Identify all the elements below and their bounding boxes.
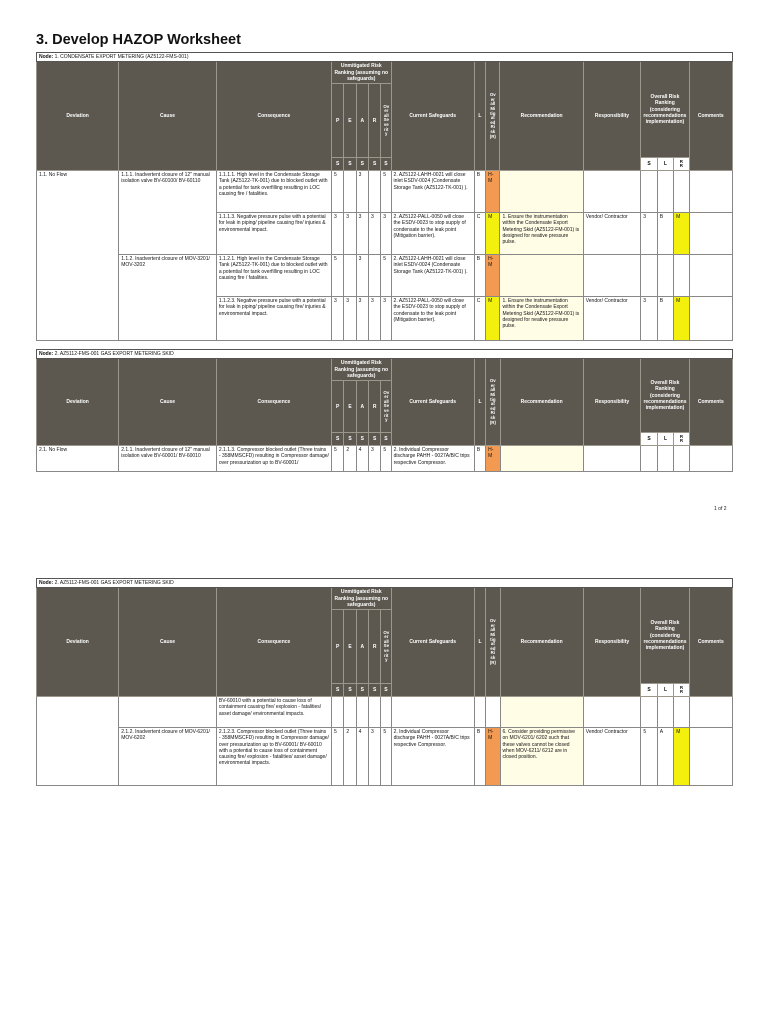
- rr-subheader: RR: [674, 158, 689, 171]
- comments-cell: [689, 297, 732, 341]
- consequence-cell: 1.1.2.1. High level in the Condensate Storage Tank (AZ5122-TK-001) due to blocked outlet with a potential for tank overfilling resulting in LOC causing fire / fatalities.: [216, 255, 331, 297]
- l-cell: C: [474, 213, 485, 255]
- header-row-top: [37, 588, 733, 610]
- node-label: Node:: [39, 580, 54, 586]
- cause-cell: [119, 697, 217, 728]
- a-header: A: [356, 84, 368, 158]
- l2-cell: A: [657, 728, 673, 786]
- e-cell: 2: [344, 446, 356, 472]
- e-cell: [344, 697, 356, 728]
- node-row: [37, 53, 733, 62]
- r-header: R: [369, 610, 381, 684]
- r-cell: 3: [369, 728, 381, 786]
- safeguard-cell: 2. AZ5122-PALL-0050 will close the ESDV-0023 to stop supply of condensate to the leak point (Mitigation barrier).: [391, 213, 474, 255]
- safeguards-header: Current Safeguards: [391, 588, 474, 697]
- table-row: [37, 728, 733, 786]
- consequence-cell: BV-60010 with a potential to cause loss of containment causing fire/ explosion - fatalities/ asset damage/ environmental impacts.: [216, 697, 331, 728]
- responsibility-cell: [583, 446, 641, 472]
- l-header: L: [474, 588, 485, 697]
- consequence-cell: 1.1.2.3. Negative pressure pulse with a potential for leak in piping/ pipeline causing fire/ injuries & environmental impact.: [216, 297, 331, 341]
- safeguard-cell: 2. AZ5122-LAHH-0021 will close inlet ESDV-0024 (Condensate Storage Tank (AZ5122-TK-001) ).: [391, 171, 474, 213]
- s-subheader: S: [641, 684, 657, 697]
- a-header: A: [356, 610, 368, 684]
- overall-risk-header: Overall Risk Ranking (considering recommendations implementation): [641, 359, 689, 433]
- cause-cell: 2.1.2. Inadvertent closure of MOV-6201/ MOV-6202: [119, 728, 217, 786]
- e-cell: 3: [344, 213, 356, 255]
- safeguards-header: Current Safeguards: [391, 359, 474, 446]
- s2-cell: 3: [641, 213, 657, 255]
- recommendation-header: Recommendation: [500, 588, 583, 697]
- consequence-cell: 2.1.1.3. Compressor blocked outlet (Three trains - 358MMSCFD) resulting in Compressor damage/ over pressurization up to BV-60001/: [216, 446, 331, 472]
- s2-cell: [641, 171, 657, 213]
- consequence-cell: 1.1.1.1. High level in the Condensate Storage Tank (AZ5122-TK-001) due to blocked outlet with a potential for tank overfilling resulting in LOC causing fire / fatalities.: [216, 171, 331, 213]
- s2-cell: [641, 697, 657, 728]
- sev-cell: [381, 697, 391, 728]
- p-cell: 5: [331, 255, 343, 297]
- r-cell: [368, 255, 380, 297]
- responsibility-cell: [583, 255, 641, 297]
- node-row: [37, 350, 733, 359]
- deviation-header: Deviation: [37, 588, 119, 697]
- responsibility-header: Responsibility: [583, 62, 641, 171]
- l-subheader: L: [657, 433, 673, 446]
- l-subheader: L: [657, 684, 673, 697]
- p-header: P: [332, 610, 344, 684]
- p-cell: [332, 697, 344, 728]
- a-cell: 3: [356, 255, 368, 297]
- responsibility-header: Responsibility: [583, 588, 641, 697]
- node-text: 2. AZ5112-FMS-001 GAS EXPORT METERING SKID: [54, 351, 174, 357]
- s-subheader: S: [332, 684, 344, 697]
- deviation-cell: 1.1. No Flow: [37, 171, 119, 341]
- r-cell: 3: [368, 297, 380, 341]
- recommendation-cell: 1. Ensure the instrumentation within the Condensate Export Metering Skid (AZ5122-FM-001) is designed for neative pressure pulse.: [500, 297, 583, 341]
- e-header: E: [344, 84, 356, 158]
- p-cell: 5: [332, 446, 344, 472]
- e-cell: 2: [344, 728, 356, 786]
- mitigated-risk-cell: H-M: [486, 446, 500, 472]
- l-cell: B: [474, 171, 485, 213]
- recommendation-header: Recommendation: [500, 62, 583, 171]
- unmitigated-header: Unmitigated Risk Ranking (assuming no safeguards): [332, 588, 392, 610]
- comments-header: Comments: [689, 62, 732, 171]
- responsibility-cell: Vendor/ Contractor: [583, 728, 641, 786]
- node-text: 1. CONDENSATE EXPORT METERING (AZ5122-FMS-001): [54, 54, 189, 60]
- a-cell: [356, 697, 368, 728]
- comments-cell: [689, 213, 732, 255]
- mitigated-risk-cell: M: [486, 297, 500, 341]
- e-cell: [344, 255, 356, 297]
- l-cell: B: [474, 728, 485, 786]
- hazop-table-node-1: [36, 52, 733, 341]
- overall-risk-header: Overall Risk Ranking (considering recommendations implementation): [641, 62, 689, 158]
- consequence-cell: 2.1.2.3. Compressor blocked outlet (Three trains - 358MMSCFD) resulting in Compressor damage/ over pressurization up to BV-60001/ BV-60010 with a potential to cause loss of containment causing fire/ explosion - fatalities/ asset damage/ environmental impacts.: [216, 728, 331, 786]
- rr-cell: [674, 255, 689, 297]
- deviation-header: Deviation: [37, 359, 119, 446]
- a-cell: 3: [356, 297, 368, 341]
- rr-subheader: RR: [674, 684, 689, 697]
- responsibility-cell: [583, 171, 641, 213]
- rr-cell: M: [674, 728, 689, 786]
- l2-cell: [657, 446, 673, 472]
- consequence-cell: 1.1.1.3. Negative pressure pulse with a potential for leak in piping/ pipeline causing fire/ injuries & environmental impact.: [216, 213, 331, 255]
- sev-cell: 5: [381, 446, 391, 472]
- deviation-cell: 2.1. No Flow: [37, 446, 119, 472]
- p-cell: 5: [331, 171, 343, 213]
- sev-cell: 5: [381, 171, 391, 213]
- recommendation-cell: 6. Consider providing permissive on MOV-6201/ 6202 such that these valves cannot be closed when MOV-6211/ 6212 are in closed position.: [500, 728, 583, 786]
- s-subheader: S: [641, 158, 657, 171]
- l-cell: C: [474, 297, 485, 341]
- e-header: E: [344, 610, 356, 684]
- cause-cell: 1.1.2. Inadvertent closure of MOV-3201/ MOV-3202: [119, 255, 217, 341]
- overall-severity-header: Overall Severity: [381, 84, 391, 158]
- a-cell: 4: [356, 446, 368, 472]
- recommendation-cell: [500, 697, 583, 728]
- l2-cell: [657, 171, 673, 213]
- s2-cell: 3: [641, 297, 657, 341]
- deviation-header: Deviation: [37, 62, 119, 171]
- hazop-table-node-2: [36, 349, 733, 472]
- r-header: R: [369, 381, 381, 433]
- e-cell: [344, 171, 356, 213]
- node-text: 2. AZ5112-FMS-001 GAS EXPORT METERING SKID: [54, 580, 174, 586]
- rr-cell: M: [674, 297, 689, 341]
- p-header: P: [331, 84, 343, 158]
- a-cell: 3: [356, 213, 368, 255]
- l-header: L: [474, 62, 485, 171]
- sev-cell: 3: [381, 297, 391, 341]
- l2-cell: B: [657, 213, 673, 255]
- table-row: [37, 697, 733, 728]
- recommendation-header: Recommendation: [500, 359, 583, 446]
- s2-cell: [641, 255, 657, 297]
- recommendation-cell: [500, 255, 583, 297]
- e-header: E: [344, 381, 356, 433]
- overall-severity-header: Overall Severity: [381, 381, 391, 433]
- recommendation-cell: 1. Ensure the instrumentation within the Condensate Export Metering Skid (AZ5122-FM-001) is designed for neative pressure pulse.: [500, 213, 583, 255]
- safeguard-cell: [391, 697, 474, 728]
- s-subheader: S: [344, 158, 356, 171]
- comments-cell: [689, 697, 732, 728]
- l-cell: [474, 697, 485, 728]
- header-row-top: [37, 359, 733, 381]
- cause-cell: 1.1.1. Inadvertent closure of 12" manual isolation valve BV-60100/ BV-60110: [119, 171, 217, 255]
- mitigated-risk-cell: M: [486, 213, 500, 255]
- table-row: [37, 255, 733, 297]
- s-subheader: S: [381, 433, 391, 446]
- comments-cell: [689, 171, 732, 213]
- safeguard-cell: 2. Individual Compressor discharge PAHH - 0027A/B/C trips respective Compressor.: [391, 446, 474, 472]
- s-subheader: S: [641, 433, 657, 446]
- safeguard-cell: 2. AZ5122-PALL-0050 will close the ESDV-0023 to stop supply of condensate to the leak point (Mitigation barrier).: [391, 297, 474, 341]
- overall-mitigated-header: Overall Mitigated Risk (R): [486, 588, 500, 697]
- table-row: [37, 446, 733, 472]
- s-subheader: S: [381, 684, 391, 697]
- l2-cell: [657, 697, 673, 728]
- sev-cell: 3: [381, 213, 391, 255]
- s-subheader: S: [369, 684, 381, 697]
- a-cell: 4: [356, 728, 368, 786]
- mitigated-risk-cell: H-M: [486, 728, 500, 786]
- safeguards-header: Current Safeguards: [391, 62, 474, 171]
- s-subheader: S: [344, 433, 356, 446]
- r-cell: 3: [369, 446, 381, 472]
- deviation-cell: [37, 697, 119, 786]
- comments-header: Comments: [689, 588, 732, 697]
- responsibility-header: Responsibility: [583, 359, 641, 446]
- r-cell: [368, 171, 380, 213]
- rr-cell: [674, 697, 689, 728]
- overall-mitigated-header: Overall Mitigated Risk (R): [486, 359, 500, 446]
- recommendation-cell: [500, 446, 583, 472]
- cause-header: Cause: [119, 62, 217, 171]
- safeguard-cell: 2. AZ5122-LAHH-0021 will close inlet ESDV-0024 (Condensate Storage Tank (AZ5122-TK-001) ).: [391, 255, 474, 297]
- node-row: [37, 579, 733, 588]
- overall-mitigated-header: Overall Mitigated Risk (R): [486, 62, 500, 171]
- l2-cell: [657, 255, 673, 297]
- a-header: A: [356, 381, 368, 433]
- hazop-table-node-2-continued: [36, 578, 733, 786]
- p-cell: 5: [332, 728, 344, 786]
- l-header: L: [474, 359, 485, 446]
- rr-subheader: RR: [674, 433, 689, 446]
- p-header: P: [332, 381, 344, 433]
- consequence-header: Consequence: [216, 588, 331, 697]
- l-subheader: L: [657, 158, 673, 171]
- s-subheader: S: [344, 684, 356, 697]
- r-cell: 3: [368, 213, 380, 255]
- overall-risk-header: Overall Risk Ranking (considering recommendations implementation): [641, 588, 689, 684]
- cause-header: Cause: [119, 359, 217, 446]
- r-cell: [369, 697, 381, 728]
- s-subheader: S: [332, 433, 344, 446]
- node-label: Node:: [39, 54, 54, 60]
- s-subheader: S: [331, 158, 343, 171]
- s-subheader: S: [356, 684, 368, 697]
- r-header: R: [368, 84, 380, 158]
- s2-cell: 5: [641, 728, 657, 786]
- overall-severity-header: Overall Severity: [381, 610, 391, 684]
- s-subheader: S: [369, 433, 381, 446]
- s-subheader: S: [381, 158, 391, 171]
- s-subheader: S: [368, 158, 380, 171]
- l-cell: B: [474, 255, 485, 297]
- comments-cell: [689, 255, 732, 297]
- safeguard-cell: 2. Individual Compressor discharge PAHH - 0027A/B/C trips respective Compressor.: [391, 728, 474, 786]
- sev-cell: 5: [381, 728, 391, 786]
- l-cell: B: [474, 446, 485, 472]
- mitigated-risk-cell: H-M: [486, 255, 500, 297]
- responsibility-cell: Vendor/ Contractor: [583, 297, 641, 341]
- cause-header: Cause: [119, 588, 217, 697]
- responsibility-cell: [583, 697, 641, 728]
- rr-cell: [674, 171, 689, 213]
- unmitigated-header: Unmitigated Risk Ranking (assuming no safeguards): [331, 62, 391, 84]
- header-row-top: [37, 62, 733, 84]
- comments-cell: [689, 446, 732, 472]
- recommendation-cell: [500, 171, 583, 213]
- page-number: 1 of 2: [714, 506, 727, 512]
- rr-cell: M: [674, 213, 689, 255]
- comments-cell: [689, 728, 732, 786]
- a-cell: 3: [356, 171, 368, 213]
- consequence-header: Consequence: [216, 359, 331, 446]
- s2-cell: [641, 446, 657, 472]
- l2-cell: B: [657, 297, 673, 341]
- p-cell: 3: [331, 297, 343, 341]
- mitigated-risk-cell: [486, 697, 500, 728]
- e-cell: 3: [344, 297, 356, 341]
- p-cell: 3: [331, 213, 343, 255]
- table-row: [37, 171, 733, 213]
- mitigated-risk-cell: H-M: [486, 171, 500, 213]
- responsibility-cell: Vendor/ Contractor: [583, 213, 641, 255]
- node-label: Node:: [39, 351, 54, 357]
- consequence-header: Consequence: [216, 62, 331, 171]
- cause-cell: 2.1.1. Inadvertent closure of 12" manual isolation valve BV-60001/ BV-60010: [119, 446, 217, 472]
- comments-header: Comments: [689, 359, 732, 446]
- s-subheader: S: [356, 158, 368, 171]
- s-subheader: S: [356, 433, 368, 446]
- page-title: 3. Develop HAZOP Worksheet: [36, 32, 241, 48]
- unmitigated-header: Unmitigated Risk Ranking (assuming no safeguards): [332, 359, 392, 381]
- sev-cell: 5: [381, 255, 391, 297]
- rr-cell: [674, 446, 689, 472]
